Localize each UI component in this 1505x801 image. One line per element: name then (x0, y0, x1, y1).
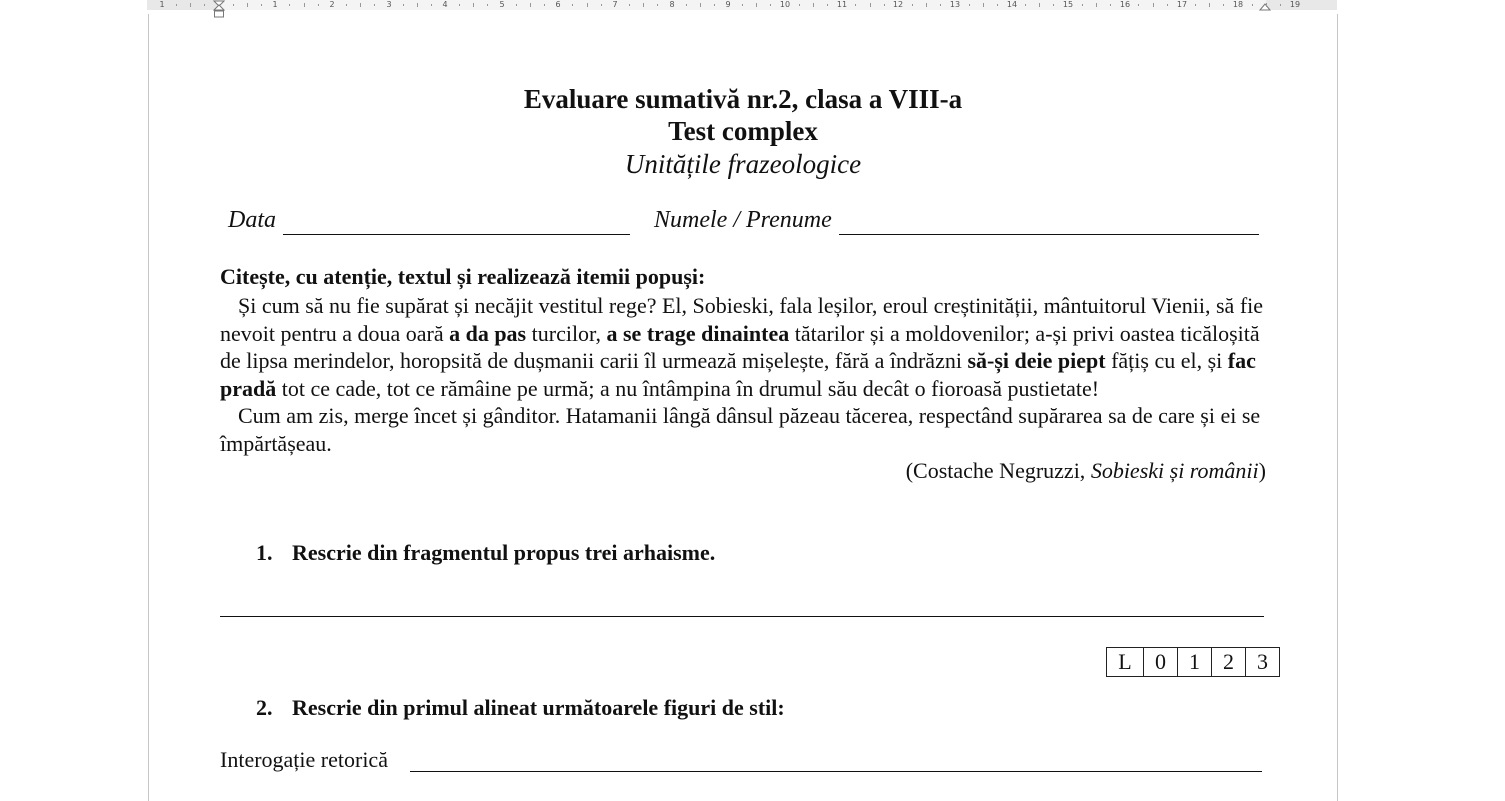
score-cell[interactable]: 3 (1245, 648, 1279, 676)
ruler-minor-tick (601, 4, 602, 6)
ruler-minor-tick (530, 3, 531, 7)
ruler-minor-tick (360, 3, 361, 7)
ruler-tick: 14 (1006, 0, 1018, 9)
ruler-tick: 1 (272, 0, 278, 9)
ruler-minor-tick (572, 4, 573, 6)
ruler-minor-tick (983, 3, 984, 7)
ruler-minor-tick (770, 4, 771, 6)
ruler-minor-tick (686, 4, 687, 6)
question-1-number: 1. (256, 540, 273, 565)
ruler-minor-tick (997, 4, 998, 6)
ruler-minor-tick (247, 3, 248, 7)
ruler-tick: 6 (555, 0, 561, 9)
ruler-tick: 15 (1062, 0, 1074, 9)
ruler-minor-tick (403, 4, 404, 6)
ruler-minor-tick (714, 4, 715, 6)
ruler-minor-tick (940, 4, 941, 6)
ruler-minor-tick (657, 4, 658, 6)
left-indent-marker-icon[interactable] (213, 0, 225, 18)
ruler-minor-tick (926, 3, 927, 7)
date-label: Data (228, 207, 276, 233)
ruler-tick: 1 (159, 0, 165, 9)
question-1-text: Rescrie din fragmentul propus trei arhaisme. (292, 540, 716, 565)
ruler-tick: 10 (779, 0, 791, 9)
ruler-minor-tick (1082, 4, 1083, 6)
ruler-minor-tick (304, 3, 305, 7)
ruler-tick: 3 (386, 0, 392, 9)
name-label: Numele / Prenume (654, 207, 832, 233)
ruler-tick: 9 (725, 0, 731, 9)
ruler-tick: 7 (612, 0, 618, 9)
passage-paragraph-2: Cum am zis, merge încet și gânditor. Hatamanii lângă dânsul păzeau tăcerea, respectând supărarea sa de care și ei se împărtășeau. (220, 403, 1261, 456)
document-title: Evaluare sumativă nr.2, clasa a VIII-a (523, 84, 963, 114)
ruler-minor-tick (473, 3, 474, 7)
phraseological-unit: a se trage dinaintea (606, 320, 790, 346)
ruler-minor-tick (544, 4, 545, 6)
score-box (1106, 647, 1280, 677)
ruler-minor-tick (190, 3, 191, 7)
ruler-minor-tick (233, 4, 234, 6)
ruler-minor-tick (969, 4, 970, 6)
passage-text: tătarilor și a moldovenilor; a-și privi oastea ticăloșită de lipsa merindelor, horopsită de dușmanii carii îl urmează mișelește, fără a îndrăzni (220, 320, 1260, 373)
citation-close: ) (1258, 458, 1266, 483)
ruler-minor-tick (289, 4, 290, 6)
ruler-minor-tick (1167, 4, 1168, 6)
question-2-text: Rescrie din primul alineat următoarele figuri de stil: (292, 695, 785, 720)
passage-citation (220, 457, 1266, 485)
ruler-minor-tick (629, 4, 630, 6)
score-cell[interactable]: 2 (1211, 648, 1245, 676)
ruler-minor-tick (799, 4, 800, 6)
ruler-minor-tick (1138, 4, 1139, 6)
ruler-minor-tick (870, 3, 871, 7)
passage-text: fățiș cu el, și (1105, 348, 1228, 373)
ruler-minor-tick (516, 4, 517, 6)
question-2-number: 2. (256, 695, 273, 720)
phraseological-unit: a da pas (449, 320, 527, 346)
passage-paragraph-1 (220, 292, 1270, 402)
phraseological-unit: să-și deie piept (967, 348, 1106, 373)
horizontal-ruler[interactable] (147, 0, 1337, 10)
ruler-minor-tick (756, 3, 757, 7)
document-topic: Unitățile frazeologice (624, 149, 862, 179)
document-subtitle: Test complex (668, 116, 818, 146)
date-field-line[interactable] (283, 234, 630, 235)
ruler-minor-tick (1153, 3, 1154, 7)
passage-text: Și cum să nu fie supărat și necăjit vestitul rege? El, Sobieski, fala leșilor, eroul creștinității, mântuitorul Vienii, să fie nevoit pentru a doua oară (220, 293, 1264, 346)
ruler-tick: 18 (1232, 0, 1244, 9)
ruler-tick: 16 (1119, 0, 1131, 9)
ruler-minor-tick (1039, 3, 1040, 7)
page-left-edge (148, 14, 149, 801)
citation-author: (Costache Negruzzi, (905, 458, 1091, 483)
answer-line-1[interactable] (220, 616, 1264, 617)
ruler-minor-tick (1209, 3, 1210, 7)
ruler-tick: 2 (329, 0, 335, 9)
ruler-minor-tick (487, 4, 488, 6)
ruler-minor-tick (742, 4, 743, 6)
ruler-minor-tick (587, 3, 588, 7)
ruler-minor-tick (827, 4, 828, 6)
ruler-minor-tick (261, 4, 262, 6)
ruler-minor-tick (459, 4, 460, 6)
reading-instruction: Citește, cu atenție, textul și realizează itemii popuși: (220, 264, 706, 289)
reading-passage (220, 292, 1270, 485)
score-cell[interactable]: 1 (1177, 648, 1211, 676)
ruler-minor-tick (855, 4, 856, 6)
ruler-tick: 11 (836, 0, 848, 9)
ruler-minor-tick (1280, 4, 1281, 6)
ruler-tick: 17 (1176, 0, 1188, 9)
ruler-tick: 8 (669, 0, 675, 9)
ruler-tick: 13 (949, 0, 961, 9)
phraseological-unit: fac pradă (220, 348, 1256, 401)
rhetorical-question-answer-line[interactable] (410, 771, 1262, 772)
ruler-minor-tick (700, 3, 701, 7)
page-right-edge (1337, 14, 1338, 801)
rhetorical-question-label: Interogație retorică (220, 747, 388, 772)
passage-text: tot ce cade, tot ce rămâine pe urmă; a nu întâmpina în drumul său decât o fioroasă pustietate! (276, 375, 1100, 401)
ruler-minor-tick (431, 4, 432, 6)
ruler-minor-tick (374, 4, 375, 6)
citation-work: Sobieski și românii (1090, 458, 1259, 483)
score-cell[interactable]: L (1118, 649, 1132, 674)
ruler-minor-tick (204, 4, 205, 6)
ruler-minor-tick (1195, 4, 1196, 6)
passage-text: turcilor, (526, 320, 607, 346)
ruler-minor-tick (1252, 4, 1253, 6)
ruler-minor-tick (346, 4, 347, 6)
ruler-minor-tick (417, 3, 418, 7)
ruler-tick: 5 (499, 0, 505, 9)
score-cell[interactable]: 0 (1143, 648, 1177, 676)
ruler-minor-tick (1266, 3, 1267, 7)
ruler-minor-tick (1025, 4, 1026, 6)
ruler-tick: 12 (892, 0, 904, 9)
ruler-tick: 19 (1289, 0, 1301, 9)
ruler-minor-tick (912, 4, 913, 6)
ruler-minor-tick (318, 4, 319, 6)
ruler-minor-tick (813, 3, 814, 7)
ruler-minor-tick (176, 4, 177, 6)
ruler-minor-tick (1096, 3, 1097, 7)
ruler-tick: 4 (442, 0, 448, 9)
ruler-minor-tick (1110, 4, 1111, 6)
ruler-minor-tick (643, 3, 644, 7)
ruler-minor-tick (884, 4, 885, 6)
ruler-minor-tick (1223, 4, 1224, 6)
name-field-line[interactable] (839, 234, 1259, 235)
ruler-minor-tick (1053, 4, 1054, 6)
